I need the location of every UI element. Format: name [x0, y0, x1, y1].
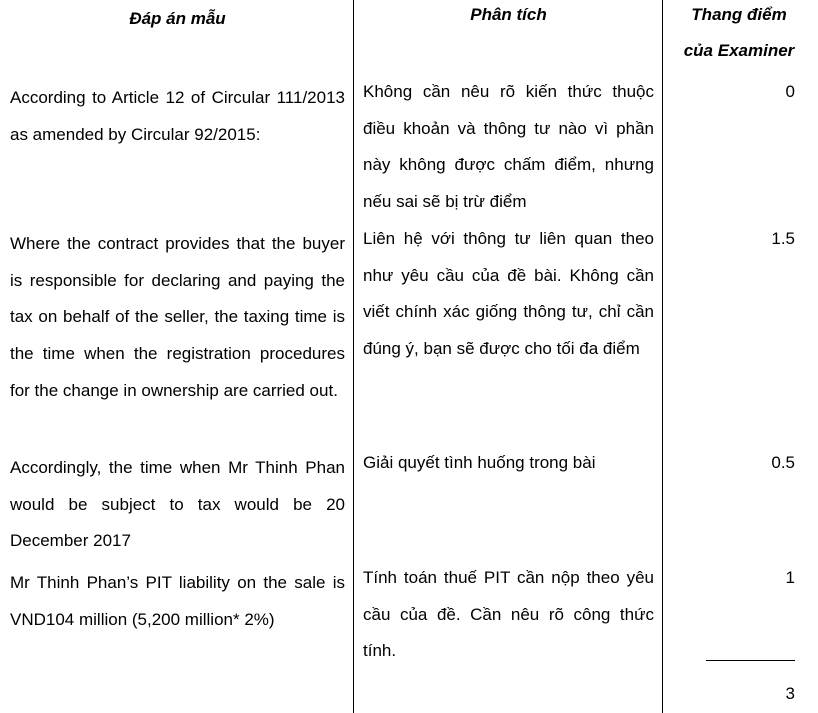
- column-divider-right: [662, 0, 663, 713]
- row-3-analysis: Giải quyết tình huống trong bài: [363, 453, 596, 472]
- row-3-score: 0.5: [771, 453, 795, 472]
- row-2-analysis: Liên hệ với thông tư liên quan theo như yêu cầu của đề bài. Không cần viết chính xác giống thông tư, chỉ cần đúng ý, bạn sẽ được cho tối đa điểm: [363, 229, 654, 359]
- header-analysis: Phân tích: [470, 5, 547, 24]
- row-1-analysis: Không cần nêu rõ kiến thức thuộc điều khoản và thông tư nào vì phần này không được chấm điểm, nhưng nếu sai sẽ bị trừ điểm: [363, 82, 654, 212]
- row-4-analysis: Tính toán thuế PIT cần nộp theo yêu cầu của đề. Cần nêu rõ công thức tính.: [363, 568, 654, 661]
- column-divider-left: [353, 0, 354, 713]
- row-1-answer: According to Article 12 of Circular 111/2013 as amended by Circular 92/2015:: [10, 88, 345, 144]
- header-model-answer: Đáp án mẫu: [129, 9, 226, 28]
- row-1-score: 0: [785, 82, 795, 101]
- header-examiner-score-line1: Thang điểm: [691, 5, 787, 24]
- row-2-answer: Where the contract provides that the buyer is responsible for declaring and paying the tax on behalf of the seller, the taxing time is the time when the registration procedures for the change in ownership are carried out.: [10, 234, 345, 400]
- row-4-score: 1: [785, 568, 795, 587]
- row-2-score: 1.5: [771, 229, 795, 248]
- row-4-answer: Mr Thinh Phan’s PIT liability on the sale is VND104 million (5,200 million* 2%): [10, 573, 345, 629]
- row-3-answer: Accordingly, the time when Mr Thinh Phan would be subject to tax would be 20 December 2017: [10, 458, 345, 551]
- total-underline: [706, 660, 795, 661]
- total-score: 3: [785, 684, 795, 703]
- header-examiner-score-line2: của Examiner: [683, 41, 795, 60]
